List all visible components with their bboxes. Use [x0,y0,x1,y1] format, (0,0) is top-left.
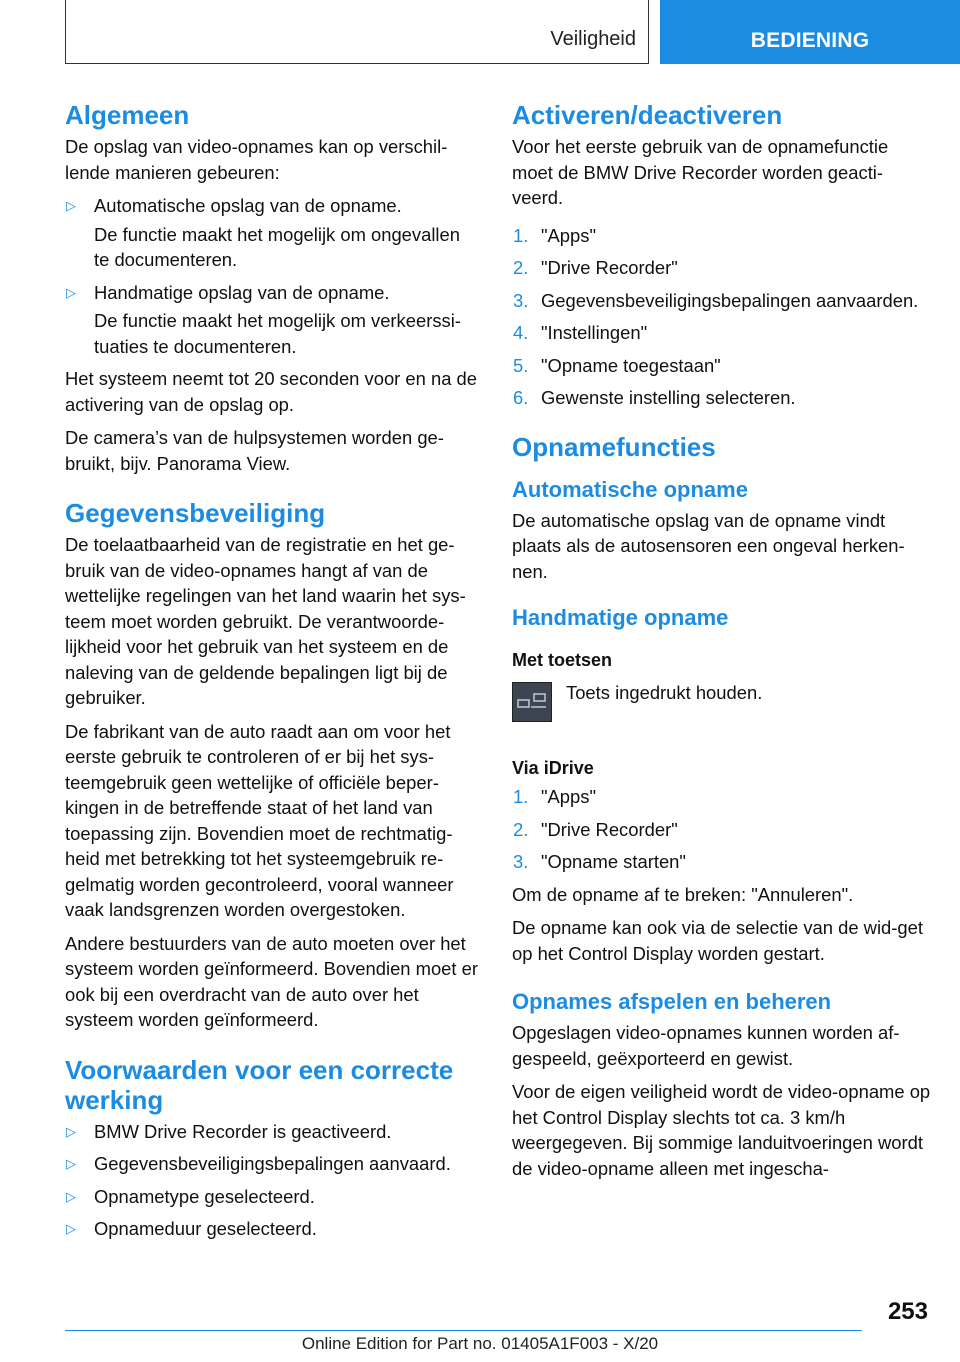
list-item-text: "Apps" [541,224,596,246]
record-key-icon [512,682,552,722]
list-item [512,320,932,346]
list-item-text: "Instellingen" [541,322,648,343]
list-item [65,193,480,273]
header-section-title: Veiligheid [550,28,636,50]
list-item-text: Gegevensbeveiligingsbepalingen aanvaard. [94,1153,451,1174]
list-item [512,353,932,379]
step-number: 1. [513,786,529,807]
step-number: 3. [513,289,529,311]
list-item-text: BMW Drive Recorder is geactiveerd. [94,1120,392,1142]
heading-activeren: Activeren/deactiveren [512,100,783,130]
list-item-text: Gewenste instelling selecteren. [541,387,796,408]
left-column [65,100,480,1249]
list-item [512,385,932,411]
bullet-list [65,193,480,359]
list-item-text: Automatische opslag van de opname. [94,195,402,216]
paragraph: Om de opname af te breken: "Annuleren". [512,883,854,905]
paragraph: Opgeslagen video-opnames kunnen worden af-gespeeld, geëxporteerd en gewist. [512,1022,900,1069]
subheading-met-toetsen: Met toetsen [512,650,613,670]
step-number: 2. [513,257,529,278]
heading-algemeen: Algemeen [65,100,190,130]
key-instruction [512,680,932,722]
list-item [512,288,932,314]
step-number: 1. [513,224,529,246]
triangle-right-icon: ▷ [66,1156,76,1171]
paragraph: De fabrikant van de auto raadt aan om voor het eerste gebruik te controleren of er bij het sys-teemgebruik geen wettelijke of officiële beper-kingen in de betreffende staat of het land van toepassing zijn. Bovendien moet de rechtmatig-heid met betrekking tot het systeemgebruik re-gelmatig worden gecontroleerd, vooral wanneer vaak landsgrenzen worden overgestoken. [65,720,454,920]
triangle-right-icon: ▷ [66,284,76,300]
paragraph: Voor het eerste gebruik van de opnamefunctie moet de BMW Drive Recorder worden geacti-veerd. [512,136,889,208]
list-item [65,1216,480,1242]
heading-opnamefuncties: Opnamefuncties [512,431,716,462]
paragraph: De opslag van video-opnames kan op verschil-lende manieren gebeuren: [65,136,448,183]
step-number: 3. [513,851,529,872]
list-item-text: Opnameduur geselecteerd. [94,1218,317,1239]
footer-divider [65,1330,862,1331]
triangle-right-icon: ▷ [66,1188,76,1204]
page-header [0,0,960,66]
list-item-text: "Opname toegestaan" [541,354,721,376]
footer-edition: Online Edition for Part no. 01405A1F003 - X/20 [301,1334,659,1353]
heading-automatische-opname: Automatische opname [512,476,748,502]
subheading-via-idrive: Via iDrive [512,758,594,778]
right-column [512,100,932,1189]
list-item [512,223,932,249]
list-item [512,817,932,843]
list-item-sub: De functie maakt het mogelijk om verkeerssi-tuaties te documenteren. [94,310,461,357]
triangle-right-icon: ▷ [66,1221,76,1236]
paragraph: Voor de eigen veiligheid wordt de video-opname op het Control Display slechts tot ca. 3 km/h weergegeven. Bij sommige landuitvoeringen wordt de video-opname alleen met ingescha- [512,1081,931,1179]
step-number: 6. [513,387,529,408]
numbered-list [512,223,932,411]
triangle-right-icon: ▷ [66,1123,76,1139]
list-item-text: Gegevensbeveiligingsbepalingen aanvaarden. [541,289,919,311]
paragraph: De automatische opslag van de opname vindt plaats als de autosensoren een ongeval herken-nen. [512,509,905,582]
list-item-text: "Opname starten" [541,851,686,872]
bullet-list [65,1119,480,1242]
paragraph: Andere bestuurders van de auto moeten over het systeem worden geïnformeerd. Bovendien moet er ook bij een overdracht van de auto over het systeem worden geïnformeerd. [65,932,478,1030]
list-item-text: "Drive Recorder" [541,257,678,278]
list-item [512,784,932,810]
paragraph: De opname kan ook via de selectie van de wid-get op het Control Display worden gestart. [512,917,923,964]
numbered-list [512,784,932,875]
list-item [65,1151,480,1177]
list-item [512,255,932,281]
list-item-text: Handmatige opslag van de opname. [94,281,390,303]
heading-handmatige-opname: Handmatige opname [512,605,729,630]
header-chapter-tab: BEDIENING [660,0,960,64]
step-number: 2. [513,818,529,840]
list-item-sub: De functie maakt het mogelijk om ongevallen te documenteren. [94,223,460,270]
list-item [65,280,480,360]
paragraph: De toelaatbaarheid van de registratie en het ge-bruik van de video-opnames hangt af van de wettelijke regelingen van het land waarin het sys-teem moet worden gebruikt. De verantwoorde-lijkheid voor het gebruik van het systeem en de naleving van de geldende bepalingen ligt bij de gebruiker. [65,534,466,708]
header-section-box [65,0,649,64]
paragraph: Toets ingedrukt houden. [566,682,763,703]
list-item [512,849,932,875]
step-number: 5. [513,354,529,376]
triangle-right-icon: ▷ [66,198,76,213]
heading-voorwaarden: Voorwaarden voor een correcte werking [65,1054,454,1115]
list-item [65,1119,480,1145]
list-item-text: "Apps" [541,786,596,807]
list-item [65,1184,480,1210]
heading-opnames-afspelen: Opnames afspelen en beheren [512,989,832,1014]
page-number: 253 [887,1298,928,1325]
step-number: 4. [513,322,529,343]
list-item-text: "Drive Recorder" [541,818,678,840]
heading-gegevensbeveiliging: Gegevensbeveiliging [65,498,326,528]
paragraph: De camera’s van de hulpsystemen worden ge-bruikt, bijv. Panorama View. [65,427,444,474]
list-item-text: Opnametype geselecteerd. [94,1185,315,1207]
paragraph: Het systeem neemt tot 20 seconden voor en na de activering van de opslag op. [65,368,477,415]
